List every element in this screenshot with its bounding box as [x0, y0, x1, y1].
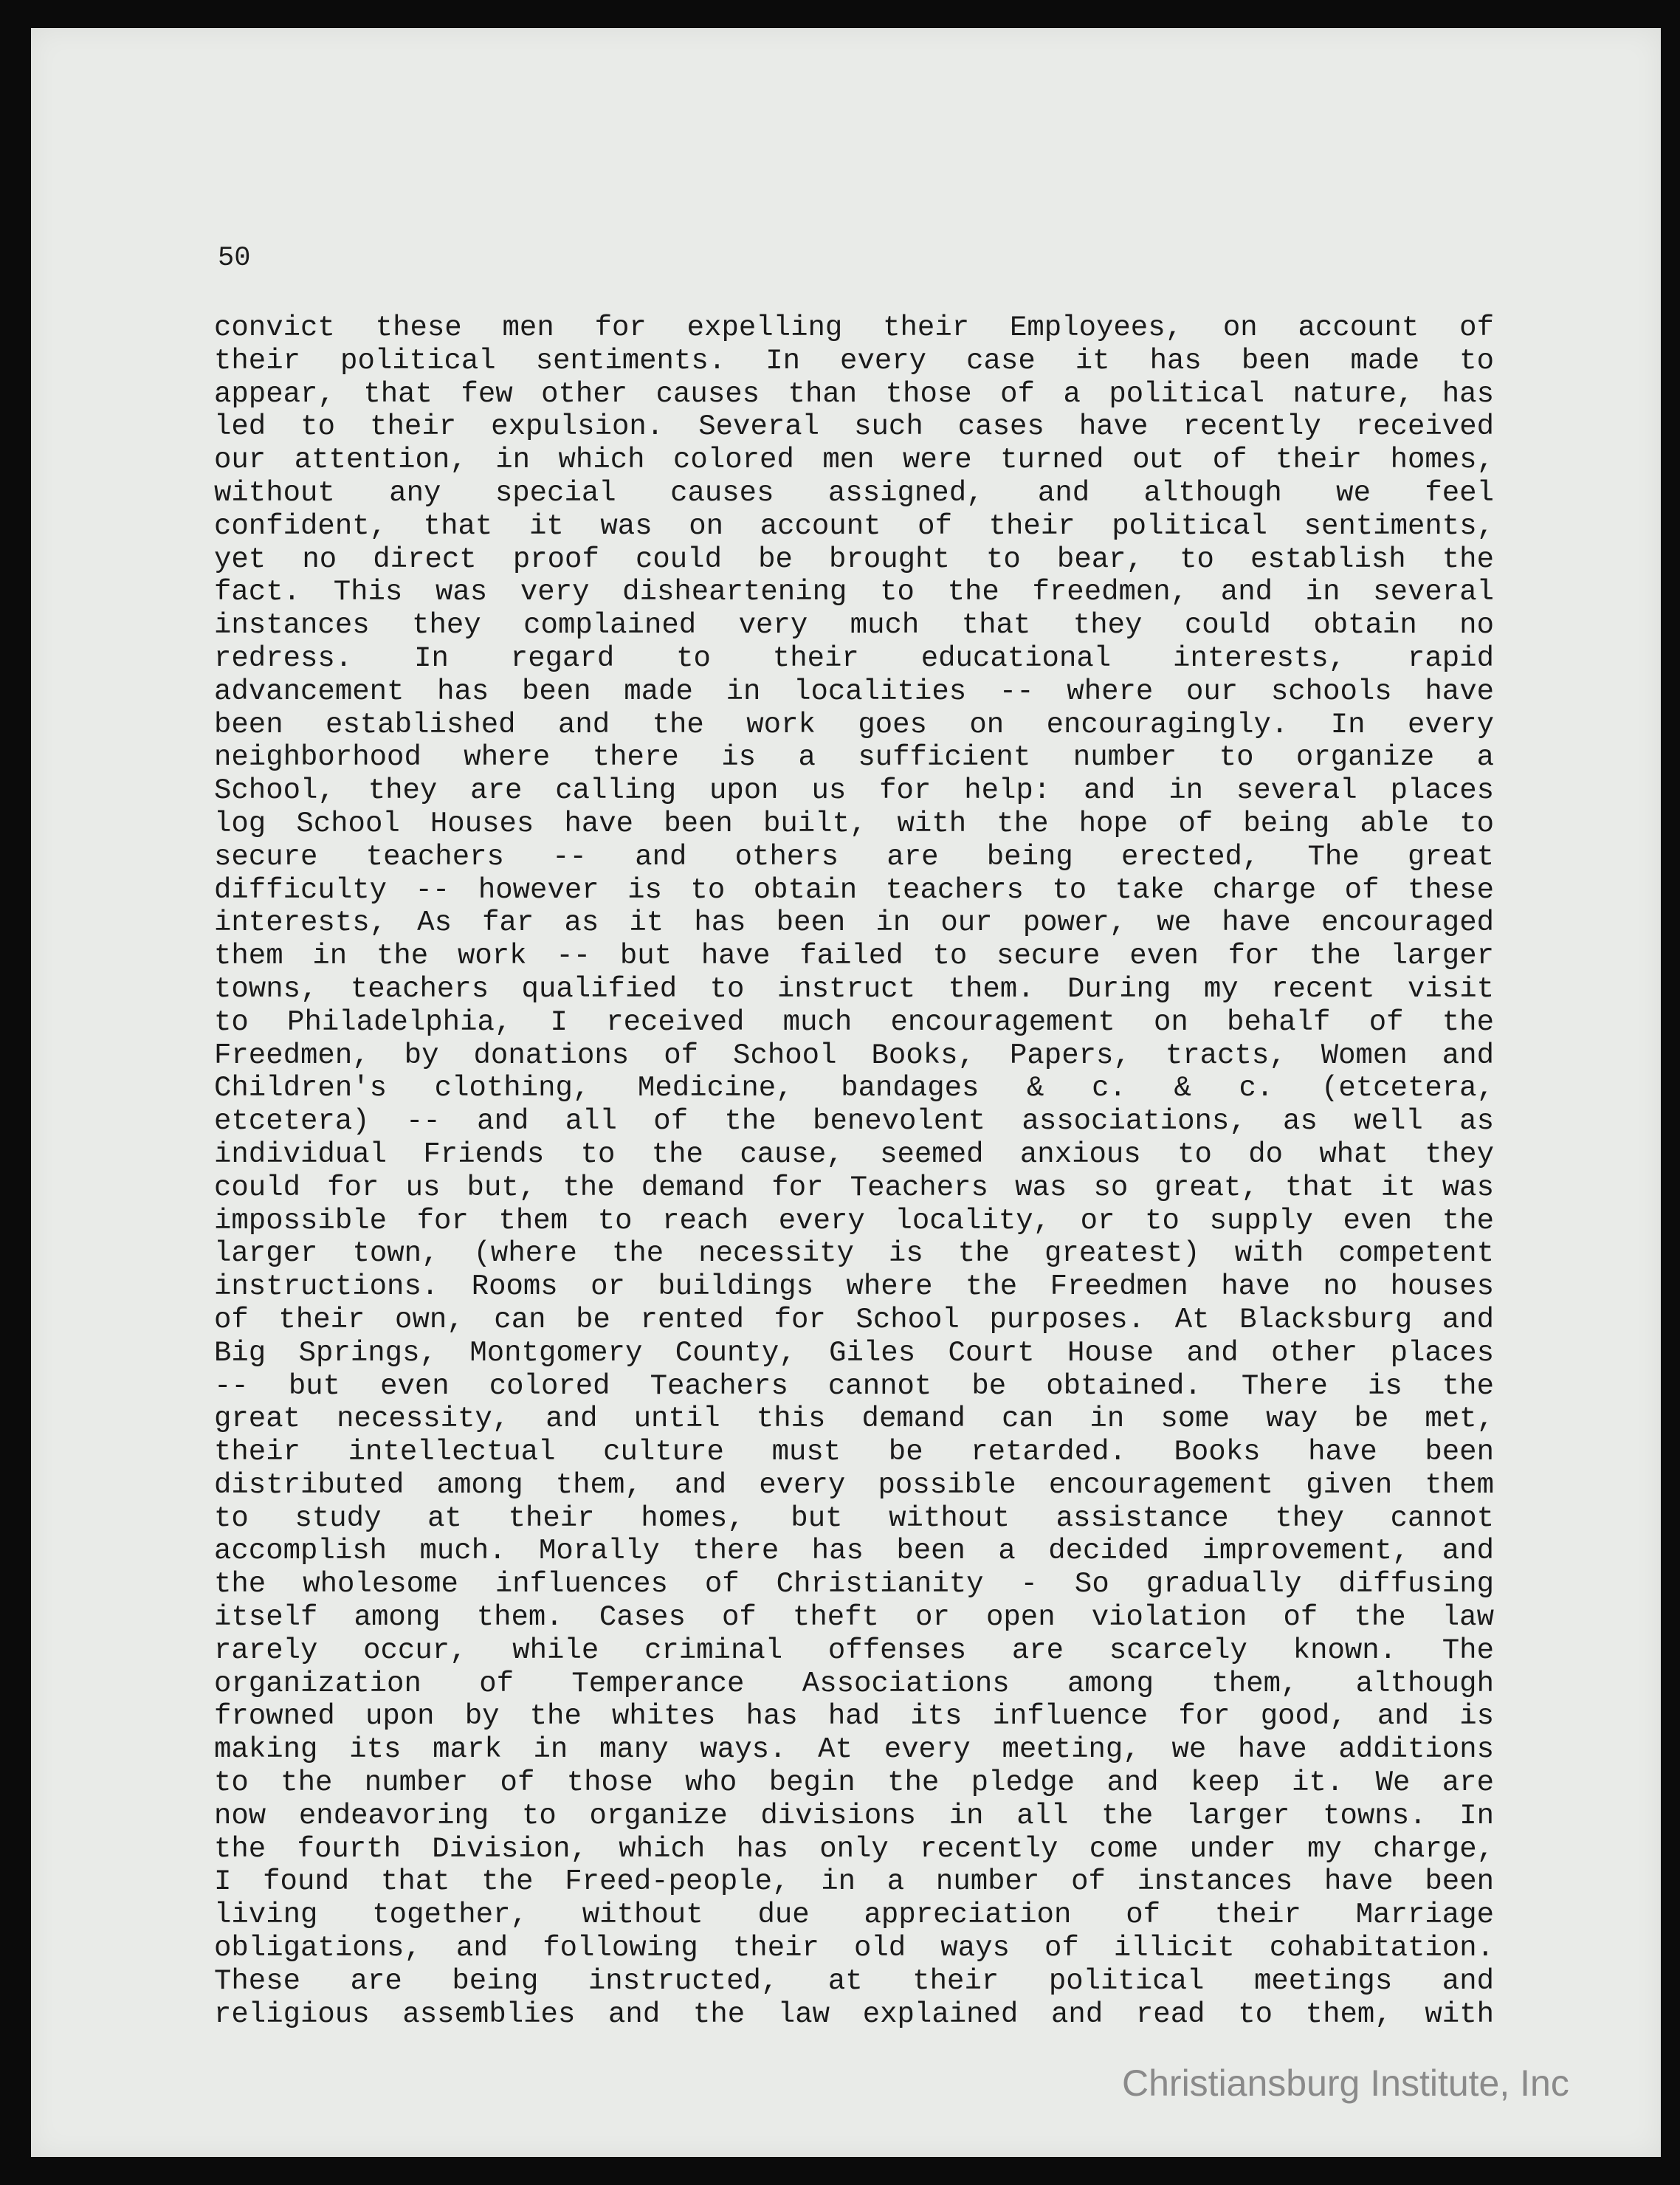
text-line: of their own, can be rented for School purposes. At Blacksburg and [214, 1303, 1494, 1336]
text-line: redress. In regard to their educational interests, rapid [214, 641, 1494, 675]
text-line: the fourth Division, which has only recently come under my charge, [214, 1832, 1494, 1865]
text-line: to study at their homes, but without assistance they cannot [214, 1501, 1494, 1535]
text-line: Big Springs, Montgomery County, Giles Court House and other places [214, 1336, 1494, 1369]
text-line: etcetera) -- and all of the benevolent associations, as well as [214, 1105, 1494, 1138]
text-line: Children's clothing, Medicine, bandages & c. & c. (etcetera, [214, 1072, 1494, 1105]
text-line: them in the work -- but have failed to secure even for the larger [214, 940, 1494, 973]
body-text [214, 312, 1494, 2031]
text-line: organization of Temperance Associations among them, although [214, 1667, 1494, 1700]
text-line: log School Houses have been built, with the hope of being able to [214, 807, 1494, 840]
text-line: -- but even colored Teachers cannot be obtained. There is the [214, 1369, 1494, 1403]
text-line: their political sentiments. In every case it has been made to [214, 344, 1494, 377]
text-line: distributed among them, and every possible encouragement given them [214, 1468, 1494, 1501]
text-line: advancement has been made in localities -- where our schools have [214, 675, 1494, 708]
text-line: obligations, and following their old ways of illicit cohabitation. [214, 1932, 1494, 1965]
text-line: fact. This was very disheartening to the freedmen, and in several [214, 576, 1494, 609]
text-line: convict these men for expelling their Employees, on account of [214, 312, 1494, 344]
text-line: religious assemblies and the law explained and read to them, with [214, 1998, 1494, 2031]
text-line: I found that the Freed-people, in a number of instances have been [214, 1865, 1494, 1899]
text-line: been established and the work goes on encouragingly. In every [214, 708, 1494, 741]
text-line: their intellectual culture must be retarded. Books have been [214, 1436, 1494, 1469]
text-line: to the number of those who begin the pledge and keep it. We are [214, 1766, 1494, 1800]
text-line: without any special causes assigned, and although we feel [214, 476, 1494, 509]
text-line: accomplish much. Morally there has been a decided improvement, and [214, 1535, 1494, 1568]
text-line: impossible for them to reach every locality, or to supply even the [214, 1204, 1494, 1237]
text-line: confident, that it was on account of their political sentiments, [214, 509, 1494, 543]
text-line: neighborhood where there is a sufficient number to organize a [214, 741, 1494, 774]
text-line: These are being instructed, at their political meetings and [214, 1964, 1494, 1998]
text-line: appear, that few other causes than those of a political nature, has [214, 377, 1494, 410]
text-line: to Philadelphia, I received much encouragement on behalf of the [214, 1005, 1494, 1039]
text-line: frowned upon by the whites has had its influence for good, and is [214, 1700, 1494, 1733]
text-line: itself among them. Cases of theft or open violation of the law [214, 1601, 1494, 1634]
page-number: 50 [218, 243, 251, 274]
text-line: individual Friends to the cause, seemed anxious to do what they [214, 1138, 1494, 1171]
text-line: instances they complained very much that they could obtain no [214, 609, 1494, 642]
text-line: towns, teachers qualified to instruct them. During my recent visit [214, 972, 1494, 1005]
text-line: led to their expulsion. Several such cases have recently received [214, 410, 1494, 444]
text-line: difficulty -- however is to obtain teachers to take charge of these [214, 873, 1494, 906]
text-line: instructions. Rooms or buildings where the Freedmen have no houses [214, 1270, 1494, 1304]
text-line: secure teachers -- and others are being erected, The great [214, 840, 1494, 873]
text-line: now endeavoring to organize divisions in all the larger towns. In [214, 1799, 1494, 1832]
text-line: our attention, in which colored men were turned out of their homes, [214, 444, 1494, 477]
text-line: School, they are calling upon us for help: and in several places [214, 774, 1494, 808]
text-line: larger town, (where the necessity is the greatest) with competent [214, 1237, 1494, 1270]
text-line: Freedmen, by donations of School Books, Papers, tracts, Women and [214, 1039, 1494, 1072]
text-line: the wholesome influences of Christianity - So gradually diffusing [214, 1568, 1494, 1601]
text-line: could for us but, the demand for Teachers was so great, that it was [214, 1171, 1494, 1204]
text-line: great necessity, and until this demand can in some way be met, [214, 1403, 1494, 1436]
watermark: Christiansburg Institute, Inc [1122, 2062, 1569, 2104]
text-line: living together, without due appreciation of their Marriage [214, 1899, 1494, 1932]
text-line: making its mark in many ways. At every meeting, we have additions [214, 1733, 1494, 1766]
text-line: yet no direct proof could be brought to bear, to establish the [214, 543, 1494, 576]
text-line: rarely occur, while criminal offenses are scarcely known. The [214, 1634, 1494, 1667]
text-line: interests, As far as it has been in our power, we have encouraged [214, 906, 1494, 940]
